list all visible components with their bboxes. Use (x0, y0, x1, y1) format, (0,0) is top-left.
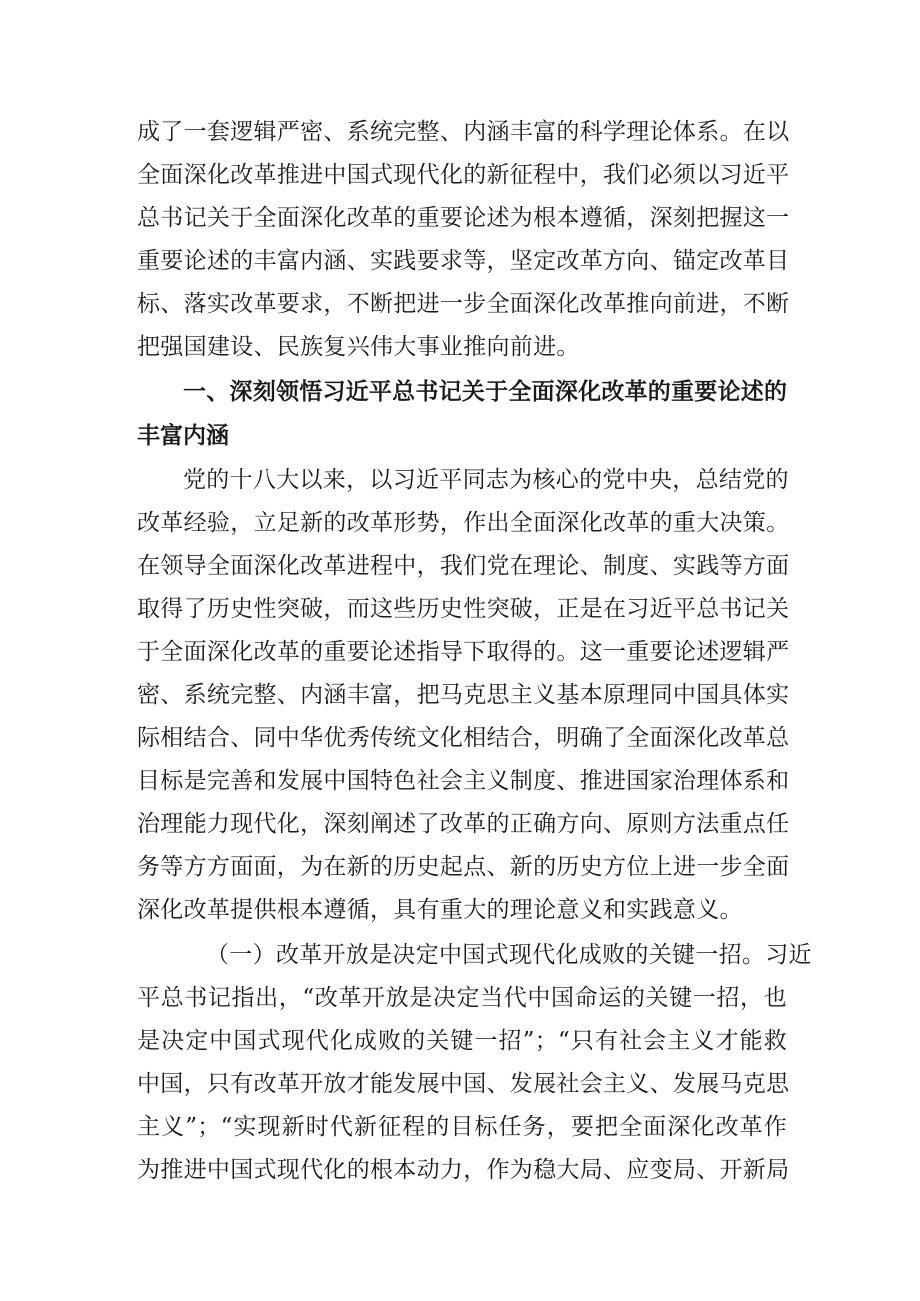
intro-line-4: 重要论述的丰富内涵、实践要求等，坚定改革方向、锚定改革目 (137, 248, 790, 274)
paragraph2-line-5: 主义”；“实现新时代新征程的目标任务，要把全面深化改革作 (137, 1114, 787, 1140)
intro-line-2: 全面深化改革推进中国式现代化的新征程中，我们必须以习近平 (137, 162, 790, 188)
paragraph1-line-3: 在领导全面深化改革进程中，我们党在理论、制度、实践等方面 (137, 553, 790, 579)
paragraph1-line-9: 治理能力现代化，深刻阐述了改革的正确方向、原则方法重点任 (137, 811, 790, 837)
paragraph1-line-10: 务等方方面面，为在新的历史起点、新的历史方位上进一步全面 (137, 854, 790, 880)
paragraph1-line-7: 际相结合、同中华优秀传统文化相结合，明确了全面深化改革总 (137, 725, 790, 751)
paragraph1-line-4: 取得了历史性突破，而这些历史性突破，正是在习近平总书记关 (137, 596, 790, 622)
paragraph2-line-2: 平总书记指出，“改革开放是决定当代中国命运的关键一招，也 (137, 985, 787, 1011)
paragraph2-line-1: （一）改革开放是决定中国式现代化成败的关键一招。习近 (206, 942, 812, 968)
paragraph1-line-6: 密、系统完整、内涵丰富，把马克思主义基本原理同中国具体实 (137, 682, 790, 708)
paragraph2-line-6: 为推进中国式现代化的根本动力，作为稳大局、应变局、开新局 (137, 1157, 790, 1183)
intro-line-5: 标、落实改革要求，不断把进一步全面深化改革推向前进，不断 (137, 291, 790, 317)
paragraph2-line-3: 是决定中国式现代化成败的关键一招”；“只有社会主义才能救 (137, 1028, 787, 1054)
paragraph1-line-11: 深化改革提供根本遵循，具有重大的理论意义和实践意义。 (137, 897, 743, 923)
paragraph1-line-8: 目标是完善和发展中国特色社会主义制度、推进国家治理体系和 (137, 768, 790, 794)
intro-line-6: 把强国建设、民族复兴伟大事业推向前进。 (137, 334, 580, 360)
paragraph1-line-2: 改革经验，立足新的改革形势，作出全面深化改革的重大决策。 (137, 510, 790, 536)
section-heading-line-2: 丰富内涵 (137, 423, 229, 449)
section-heading-line-1: 一、深刻领悟习近平总书记关于全面深化改革的重要论述的 (183, 379, 787, 405)
intro-line-1: 成了一套逻辑严密、系统完整、内涵丰富的科学理论体系。在以 (137, 119, 790, 145)
intro-line-3: 总书记关于全面深化改革的重要论述为根本遵循，深刻把握这一 (137, 205, 790, 231)
paragraph1-line-1: 党的十八大以来，以习近平同志为核心的党中央，总结党的 (183, 467, 789, 493)
paragraph2-line-4: 中国，只有改革开放才能发展中国、发展社会主义、发展马克思 (137, 1071, 790, 1097)
paragraph1-line-5: 于全面深化改革的重要论述指导下取得的。这一重要论述逻辑严 (137, 639, 790, 665)
